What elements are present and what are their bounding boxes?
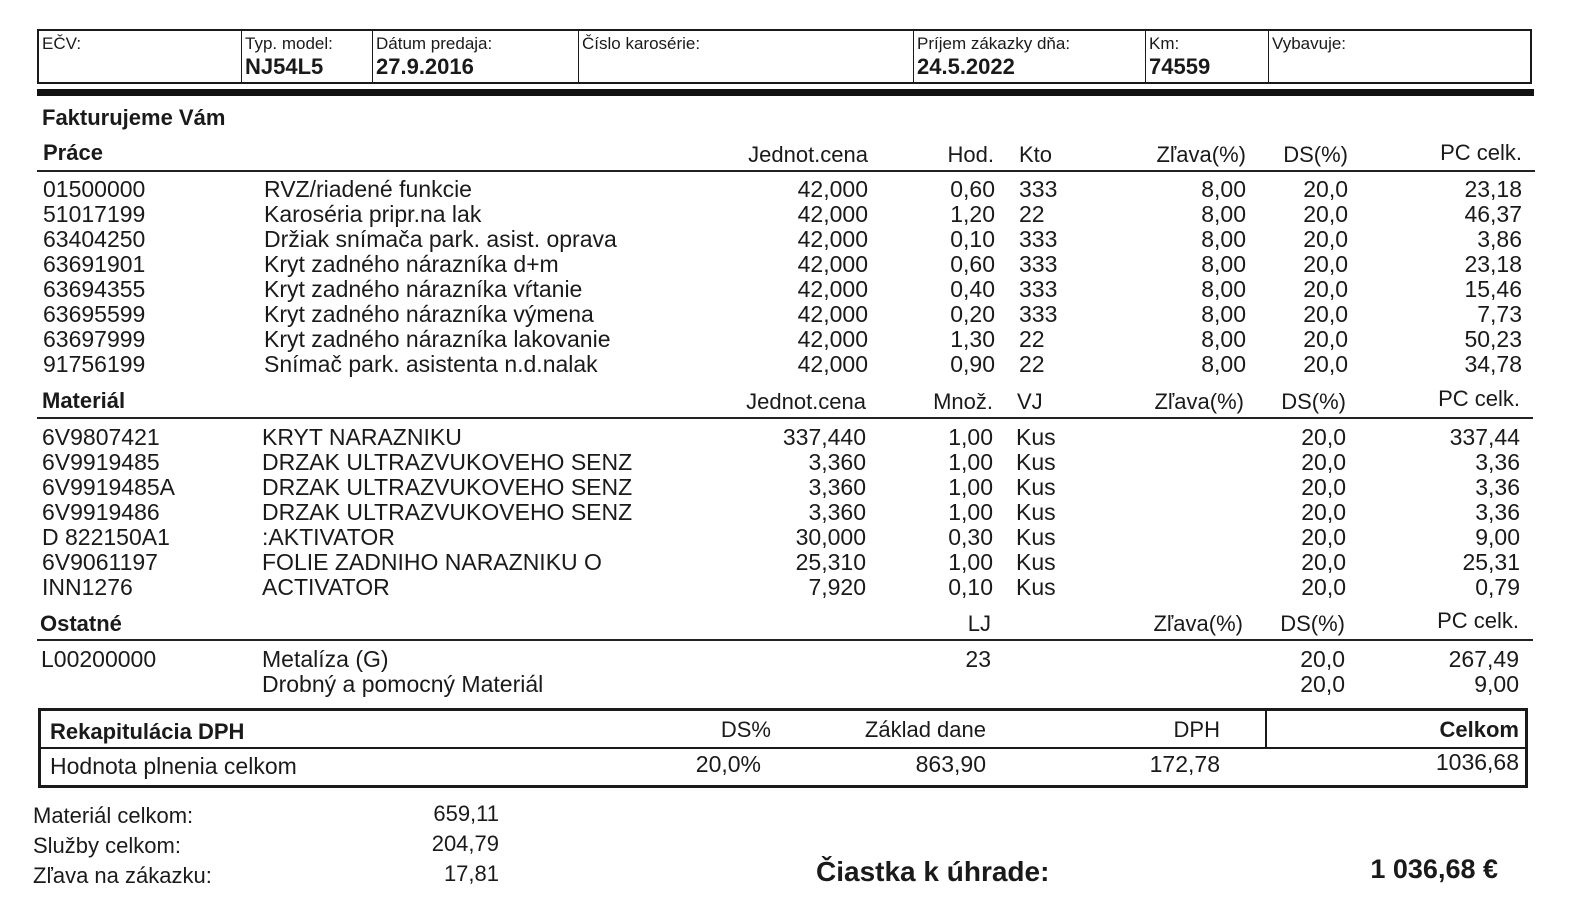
labor-hours: 1,20	[950, 201, 995, 227]
material-code: INN1276	[42, 574, 133, 600]
labor-desc: Kryt zadného nárazníka lakovanie	[264, 326, 611, 352]
amount-due-label: Čiastka k úhrade:	[816, 856, 1050, 887]
material-total: 337,44	[1449, 424, 1520, 450]
km-cell	[1146, 31, 1269, 82]
vat-col-base: Základ dane	[864, 717, 986, 742]
sale-date-value: 27.9.2016	[376, 54, 474, 79]
material-desc: DRZAK ULTRAZVUKOVEHO SENZ	[262, 499, 633, 525]
labor-unit-price: 42,000	[797, 276, 868, 302]
material-code: 6V9061197	[42, 549, 158, 575]
material-vat: 20,0	[1301, 524, 1346, 550]
labor-discount: 8,00	[1201, 176, 1246, 202]
other-lj: 23	[965, 646, 991, 672]
material-row	[0, 500, 1570, 525]
vat-col-vat: DPH	[1173, 717, 1220, 742]
labor-vat: 20,0	[1303, 201, 1348, 227]
labor-who: 22	[1019, 326, 1045, 352]
material-desc: :AKTIVATOR	[262, 524, 395, 550]
labor-discount: 8,00	[1201, 276, 1246, 302]
labor-who: 22	[1019, 201, 1045, 227]
material-code: 6V9919486	[42, 499, 160, 525]
vat-col-rate: DS%	[720, 717, 771, 742]
material-total: 3,36	[1475, 449, 1520, 475]
labor-row	[0, 227, 1570, 252]
labor-discount: 8,00	[1201, 226, 1246, 252]
material-vat: 20,0	[1301, 474, 1346, 500]
vat-summary-box	[38, 708, 1528, 788]
labor-unit-price: 42,000	[797, 326, 868, 352]
labor-code: 51017199	[43, 201, 146, 227]
material-desc: DRZAK ULTRAZVUKOVEHO SENZ	[262, 474, 633, 500]
material-unit-price: 337,440	[782, 424, 866, 450]
material-code: 6V9919485	[42, 449, 160, 475]
material-code: D 822150A1	[42, 524, 170, 550]
material-unit-price: 3,360	[808, 499, 866, 525]
labor-total: 50,23	[1464, 326, 1522, 352]
amount-due-value: 1 036,68 €	[1370, 854, 1498, 884]
vat-summary-title: Rekapitulácia DPH	[50, 719, 245, 744]
material-qty: 1,00	[948, 499, 993, 525]
material-unit: Kus	[1016, 474, 1056, 500]
material-unit-price: 7,920	[808, 574, 866, 600]
labor-hours: 0,90	[950, 351, 995, 377]
model-label: Typ. model:	[245, 34, 333, 53]
vat-row-vat: 172,78	[1149, 751, 1220, 777]
material-desc: FOLIE ZADNIHO NARAZNIKU O	[262, 549, 602, 575]
labor-desc: Snímač park. asistenta n.d.nalak	[264, 351, 598, 377]
material-unit: Kus	[1016, 499, 1056, 525]
body-number-label: Číslo karosérie:	[582, 34, 701, 53]
material-total: 3,36	[1475, 499, 1520, 525]
other-vat: 20,0	[1300, 646, 1345, 672]
material-row	[0, 425, 1570, 450]
labor-who: 333	[1019, 226, 1058, 252]
labor-col-discount: Zľava(%)	[1156, 142, 1246, 167]
services-total-value: 204,79	[431, 831, 499, 856]
labor-vat: 20,0	[1303, 326, 1348, 352]
labor-code: 91756199	[43, 351, 146, 377]
other-code: L00200000	[41, 646, 157, 672]
material-total: 9,00	[1475, 524, 1520, 550]
labor-unit-price: 42,000	[797, 226, 868, 252]
labor-vat: 20,0	[1303, 226, 1348, 252]
other-section-title: Ostatné	[40, 611, 122, 636]
other-desc: Metalíza (G)	[262, 646, 389, 672]
labor-col-vat: DS(%)	[1283, 142, 1348, 167]
labor-hours: 0,20	[950, 301, 995, 327]
invoice-title: Fakturujeme Vám	[42, 105, 226, 130]
labor-hours: 0,40	[950, 276, 995, 302]
material-qty: 1,00	[948, 424, 993, 450]
handled-by-label: Vybavuje:	[1272, 34, 1347, 53]
material-col-unit-price: Jednot.cena	[746, 389, 866, 414]
discount-total-label: Zľava na zákazku:	[33, 863, 212, 888]
labor-unit-price: 42,000	[797, 201, 868, 227]
labor-vat: 20,0	[1303, 301, 1348, 327]
labor-who: 333	[1019, 301, 1058, 327]
material-row	[0, 450, 1570, 475]
material-qty: 1,00	[948, 549, 993, 575]
other-row	[0, 647, 1570, 672]
material-qty: 1,00	[948, 449, 993, 475]
material-total: 3,36	[1475, 474, 1520, 500]
labor-who: 333	[1019, 176, 1058, 202]
labor-who: 22	[1019, 351, 1045, 377]
order-date-cell	[914, 31, 1146, 82]
labor-code: 63697999	[43, 326, 146, 352]
material-unit-price: 30,000	[795, 524, 866, 550]
model-value: NJ54L5	[245, 54, 324, 79]
material-qty: 0,30	[948, 524, 993, 550]
material-row	[0, 575, 1570, 600]
material-unit-price: 3,360	[808, 449, 866, 475]
labor-total: 15,46	[1464, 276, 1522, 302]
other-vat: 20,0	[1300, 671, 1345, 697]
labor-vat: 20,0	[1303, 251, 1348, 277]
material-col-discount: Zľava(%)	[1154, 389, 1244, 414]
labor-discount: 8,00	[1201, 251, 1246, 277]
labor-total: 23,18	[1464, 251, 1522, 277]
labor-discount: 8,00	[1201, 301, 1246, 327]
model-cell	[242, 31, 373, 82]
labor-unit-price: 42,000	[797, 351, 868, 377]
material-col-qty: Množ.	[933, 389, 993, 414]
material-code: 6V9919485A	[42, 474, 176, 500]
material-col-total: PC celk.	[1438, 386, 1520, 411]
sale-date-label: Dátum predaja:	[376, 34, 493, 53]
labor-row	[0, 177, 1570, 202]
material-vat: 20,0	[1301, 449, 1346, 475]
order-date-label: Príjem zákazky dňa:	[917, 34, 1071, 53]
labor-row	[0, 277, 1570, 302]
labor-who: 333	[1019, 276, 1058, 302]
material-qty: 0,10	[948, 574, 993, 600]
labor-discount: 8,00	[1201, 351, 1246, 377]
other-total: 9,00	[1474, 671, 1519, 697]
labor-col-hours: Hod.	[947, 142, 994, 167]
labor-col-who: Kto	[1019, 142, 1053, 167]
material-header-rule	[37, 417, 1533, 419]
other-col-total: PC celk.	[1437, 608, 1519, 633]
material-col-unit: VJ	[1017, 389, 1043, 414]
material-desc: ACTIVATOR	[262, 574, 390, 600]
labor-vat: 20,0	[1303, 176, 1348, 202]
km-value: 74559	[1149, 54, 1211, 79]
sale-date-cell	[373, 31, 579, 82]
material-total-value: 659,11	[433, 801, 499, 826]
labor-desc: Karoséria pripr.na lak	[264, 201, 482, 227]
labor-hours: 0,10	[950, 226, 995, 252]
material-unit: Kus	[1016, 574, 1056, 600]
material-unit: Kus	[1016, 524, 1056, 550]
vat-col-total: Celkom	[1439, 717, 1519, 742]
other-col-lj: LJ	[967, 611, 991, 636]
labor-desc: RVZ/riadené funkcie	[264, 176, 472, 202]
labor-total: 23,18	[1464, 176, 1522, 202]
material-vat: 20,0	[1301, 549, 1346, 575]
labor-vat: 20,0	[1303, 351, 1348, 377]
other-desc: Drobný a pomocný Materiál	[262, 671, 544, 697]
material-vat: 20,0	[1301, 424, 1346, 450]
other-col-discount: Zľava(%)	[1153, 611, 1243, 636]
material-total-label: Materiál celkom:	[33, 803, 194, 828]
material-section-title: Materiál	[42, 388, 126, 413]
order-date-value: 24.5.2022	[917, 54, 1015, 79]
labor-desc: Kryt zadného nárazníka vŕtanie	[264, 276, 583, 302]
labor-discount: 8,00	[1201, 326, 1246, 352]
vat-row-divider	[41, 747, 1525, 749]
vehicle-header	[37, 29, 1532, 84]
other-col-vat: DS(%)	[1280, 611, 1345, 636]
vat-column-divider	[1265, 711, 1267, 747]
labor-total: 3,86	[1477, 226, 1522, 252]
labor-unit-price: 42,000	[797, 251, 868, 277]
labor-hours: 1,30	[950, 326, 995, 352]
labor-hours: 0,60	[950, 251, 995, 277]
material-col-vat: DS(%)	[1281, 389, 1346, 414]
material-qty: 1,00	[948, 474, 993, 500]
labor-unit-price: 42,000	[797, 301, 868, 327]
vat-row-rate: 20,0%	[695, 751, 761, 777]
material-unit: Kus	[1016, 449, 1056, 475]
other-row	[0, 672, 1570, 697]
handled-by-cell	[1269, 31, 1530, 82]
labor-hours: 0,60	[950, 176, 995, 202]
labor-section-title: Práce	[43, 140, 103, 165]
labor-unit-price: 42,000	[797, 176, 868, 202]
labor-total: 34,78	[1464, 351, 1522, 377]
other-header-rule	[37, 639, 1533, 641]
vat-row-base: 863,90	[915, 751, 986, 777]
labor-code: 01500000	[43, 176, 146, 202]
labor-vat: 20,0	[1303, 276, 1348, 302]
material-desc: DRZAK ULTRAZVUKOVEHO SENZ	[262, 449, 633, 475]
material-unit-price: 25,310	[795, 549, 866, 575]
other-total: 267,49	[1448, 646, 1519, 672]
labor-desc: Kryt zadného nárazníka d+m	[264, 251, 559, 277]
km-label: Km:	[1149, 34, 1180, 53]
labor-row	[0, 352, 1570, 377]
material-unit: Kus	[1016, 549, 1056, 575]
labor-col-total: PC celk.	[1440, 140, 1522, 165]
material-vat: 20,0	[1301, 499, 1346, 525]
labor-row	[0, 202, 1570, 227]
material-code: 6V9807421	[42, 424, 160, 450]
body-number-cell	[579, 31, 914, 82]
labor-code: 63691901	[43, 251, 146, 277]
labor-code: 63404250	[43, 226, 146, 252]
discount-total-value: 17,81	[443, 861, 499, 886]
header-divider	[37, 89, 1534, 96]
material-desc: KRYT NARAZNIKU	[262, 424, 462, 450]
services-total-label: Služby celkom:	[33, 833, 181, 858]
labor-header-rule	[37, 170, 1535, 172]
labor-row	[0, 327, 1570, 352]
material-row	[0, 525, 1570, 550]
labor-code: 63695599	[43, 301, 146, 327]
material-vat: 20,0	[1301, 574, 1346, 600]
vat-row-total: 1036,68	[1435, 749, 1519, 775]
labor-desc: Kryt zadného nárazníka výmena	[264, 301, 594, 327]
labor-code: 63694355	[43, 276, 146, 302]
labor-discount: 8,00	[1201, 201, 1246, 227]
material-total: 25,31	[1462, 549, 1520, 575]
vat-row-label: Hodnota plnenia celkom	[50, 753, 297, 779]
material-unit-price: 3,360	[808, 474, 866, 500]
ecv-cell	[39, 31, 242, 82]
labor-total: 7,73	[1477, 301, 1522, 327]
material-row	[0, 550, 1570, 575]
labor-total: 46,37	[1464, 201, 1522, 227]
labor-row	[0, 252, 1570, 277]
labor-col-unit-price: Jednot.cena	[748, 142, 868, 167]
material-total: 0,79	[1475, 574, 1520, 600]
material-unit: Kus	[1016, 424, 1056, 450]
labor-row	[0, 302, 1570, 327]
ecv-label: EČV:	[42, 34, 82, 53]
labor-who: 333	[1019, 251, 1058, 277]
labor-desc: Držiak snímača park. asist. oprava	[264, 226, 617, 252]
material-row	[0, 475, 1570, 500]
